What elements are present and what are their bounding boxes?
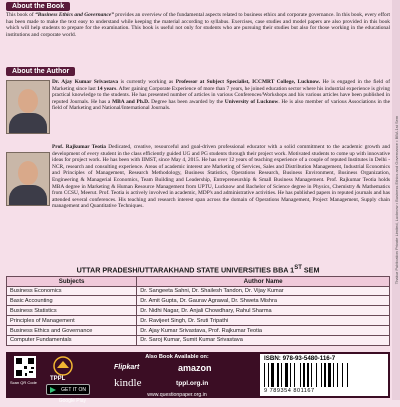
tppl-label: TPPL xyxy=(50,376,66,382)
about-author-heading: About the Author xyxy=(6,67,75,76)
subject-cell: Business Economics xyxy=(7,286,137,296)
table-row xyxy=(7,286,390,296)
tppl-logo-icon xyxy=(50,356,76,376)
table-title: UTTAR PRADESH/UTTARAKHAND STATE UNIVERSITIES BBA 1ST SEM xyxy=(76,265,320,275)
google-play-button[interactable]: GET IT ON Google Play xyxy=(46,384,90,395)
author2-bio: Prof. Rajkumar Teotia Dedicated, creative, resourceful and goal-driven professional educator with a solid commitment to the academic growth and development of every student in the class efficiently guided UG and PG students through their project work. Motivated students to come up with innovative ideas for project work. He has been with IIMST, since May 4, 2015. He has over 12 years of teaching experience of a couple of reputed Institutes in Delhi - NCR, research and consulting experience. Areas of academic interest are Marketing of Services, Sales and Distribution Management, Industrial Economics and Principles of Management, Research Methodology, Business Statistics, Operations Research, Business Environment, Business Organization, Engineering & Managerial Economics, Team Building and Leadership, Entrepreneurship & Small Business Management. Prof. Rajkumar Teotia holds MBA degree in Marketing & Human Resource Management from UPTU, Lucknow and Bachelor of Science degree in Physics, Chemistry & Mathematics from CCSU, Meerut. Prof. Teotia is actively involved in academic, MDP's and administrative activities. He has published papers in reputed journals and has attended several conferences. His teaching and research interest span across the domain of Operations Management, Project Management, Supply chain management and Quantitative Techniques. xyxy=(52,144,390,210)
isbn-number: ISBN: 978-93-5480-116-7 xyxy=(264,355,336,362)
tppl-url-link[interactable]: tppl.org.in xyxy=(176,380,209,387)
table-row xyxy=(7,326,390,336)
flipkart-link[interactable]: Flipkart xyxy=(114,364,140,371)
author-name-header: Author Name xyxy=(137,277,390,287)
subject-cell: Business Ethics and Governance xyxy=(7,326,137,336)
subject-cell: Principles of Management xyxy=(7,316,137,326)
author1-bio: Dr. Ajay Kumar Srivastava is currently working as Professor at Subject Specialist, ICCMRT College, Lucknow. He is engaged in the field of Marketing since last 14 years. After gaining Corporate Experience of more than 7 years, he joined education sector where his industrial experience is giving practical knowledge to the students. He has presented number of articles in various Conferences/Workshops and his various articles have been published in reputed Journals. He has a MBA and Ph.D. Degree has been awarded by the University of Lucknow. He is also member of various Associations in the field of Marketing and National/International Journals. xyxy=(52,79,390,112)
about-book-text: This book of “Business Ethics and Governance” provides an overview of the fundamental aspects related to business ethics and corporate governance. In this book, every effort has been made to make the text easy to understand while keeping the material according to syllabus. Exercises, case studies and model papers are also provided in this book which will help students to prepare for the examination. This book is useful not only for students who are pursuing their studies but also for those working in the educational institutions and corporate world. xyxy=(6,12,390,38)
author2-photo xyxy=(6,152,50,206)
author-cell: Dr. Ravijeet Singh, Dr. Sruti Tripathi xyxy=(137,316,390,326)
author1-photo xyxy=(6,80,50,134)
table-row xyxy=(7,306,390,316)
isbn-barcode xyxy=(260,354,388,396)
subjects-table xyxy=(6,276,390,346)
table-header-row xyxy=(7,277,390,287)
spine-text: Thakur Publication Private Limited, Lucknow • Business Ethics and Governance • BBA 1st Sem xyxy=(394,115,399,285)
subject-cell: Basic Accounting xyxy=(7,296,137,306)
qr-code[interactable] xyxy=(14,356,36,378)
subject-cell: Computer Fundamentals xyxy=(7,336,137,346)
table-row xyxy=(7,336,390,346)
author-cell: Dr. Nidhi Nagar, Dr. Anjali Chowdhary, Rahul Sharma xyxy=(137,306,390,316)
barcode-number: 9 789354 801167 xyxy=(264,388,315,394)
scan-qr-label: Scan QR Code xyxy=(10,380,37,385)
footer-bar xyxy=(6,352,390,404)
subject-cell: Business Statistics xyxy=(7,306,137,316)
author-cell: Dr. Saroj Kumar, Sumit Kumar Srivastava xyxy=(137,336,390,346)
play-icon xyxy=(50,387,56,393)
author-cell: Dr. Ajay Kumar Srivastava, Prof. Rajkumar Teotia xyxy=(137,326,390,336)
author-cell: Dr. Sangeeta Sahni, Dr. Shailesh Tandon, Dr. Vijay Kumar xyxy=(137,286,390,296)
questionpaper-url-link[interactable]: www.questionpaper.org.in xyxy=(147,392,207,398)
subjects-header: Subjects xyxy=(7,277,137,287)
about-book-heading: About the Book xyxy=(6,2,70,11)
amazon-link[interactable]: amazon xyxy=(178,363,212,373)
table-row xyxy=(7,296,390,306)
table-row xyxy=(7,316,390,326)
author-cell: Dr. Amit Gupta, Dr. Gaurav Agrawal, Dr. Shweta Mishra xyxy=(137,296,390,306)
kindle-link[interactable]: kindle xyxy=(114,377,142,389)
barcode xyxy=(264,363,384,387)
available-on-label: Also Book Available on: xyxy=(145,354,209,360)
